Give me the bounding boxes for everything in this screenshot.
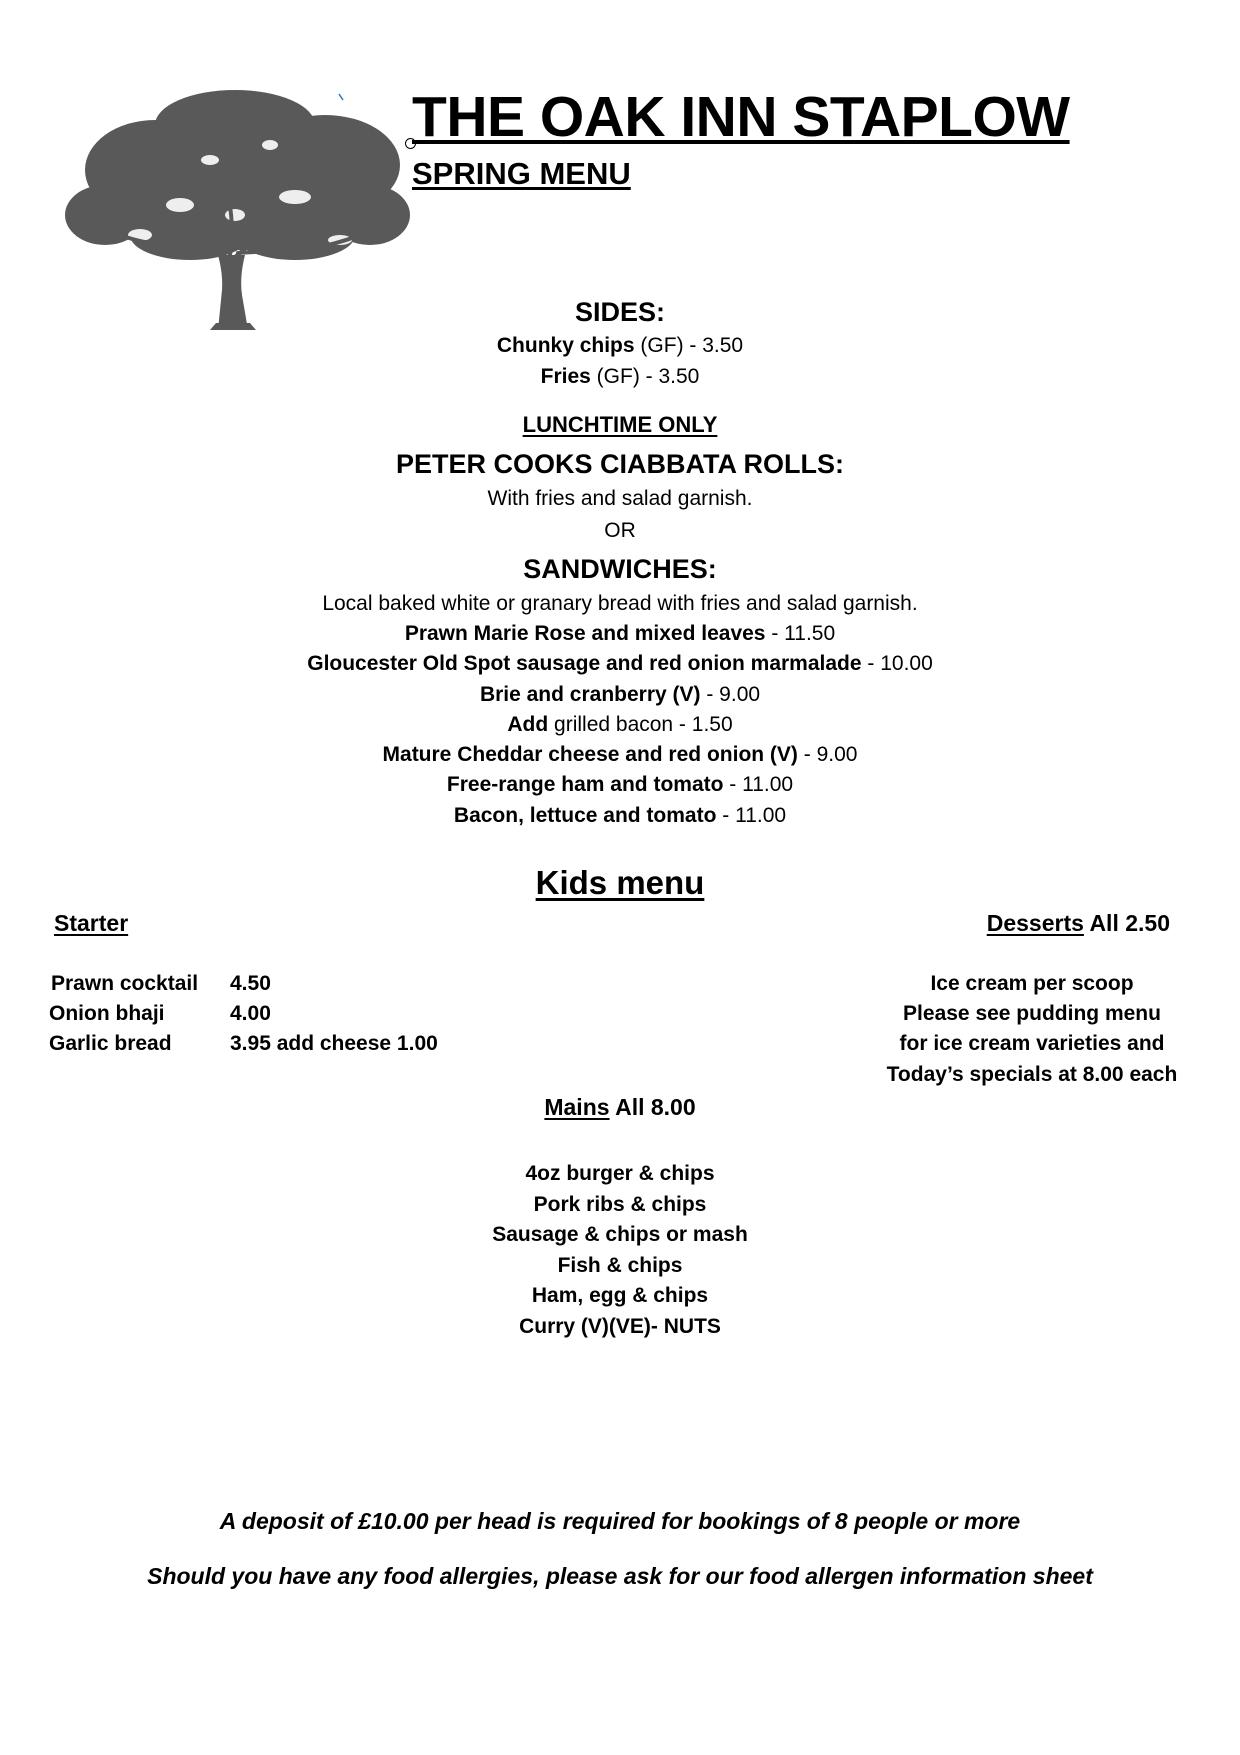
allergy-note: Should you have any food allergies, please ask for our food allergen information sheet — [147, 1563, 1093, 1589]
item-name: Fries — [540, 365, 591, 388]
starter-item-price: 4.50 — [230, 972, 271, 995]
mains-item: Fish & chips — [557, 1254, 683, 1277]
item-name: Free-range ham and tomato — [446, 773, 724, 796]
starter-item-price: 4.00 — [230, 1002, 271, 1025]
mains-price-note: All 8.00 — [609, 1094, 696, 1120]
sandwich-item — [0, 743, 1240, 767]
item-name: Gloucester Old Spot sausage and red onion marmalade — [307, 652, 862, 675]
mains-item: 4oz burger & chips — [525, 1162, 715, 1185]
restaurant-title: THE OAK INN STAPLOW — [412, 85, 1070, 149]
starter-item-name: Prawn cocktail — [51, 972, 199, 995]
item-detail: (GF) - 3.50 — [590, 365, 700, 388]
item-detail: - 10.00 — [861, 652, 933, 675]
item-name: Brie and cranberry (V) — [479, 683, 701, 706]
stray-mark-icon — [338, 93, 344, 101]
starter-heading — [54, 910, 128, 937]
item-detail: - 11.50 — [765, 622, 836, 645]
menu-subtitle: SPRING MENU — [412, 156, 631, 191]
sandwich-item — [0, 652, 1240, 676]
sides-item — [0, 365, 1240, 389]
item-name: Add — [507, 713, 549, 736]
item-detail: - 11.00 — [723, 773, 794, 796]
title-circle-mark-icon — [405, 138, 416, 149]
mains-heading — [0, 1094, 1240, 1121]
starter-item-name: Onion bhaji — [49, 1002, 165, 1025]
sandwich-item — [0, 804, 1240, 828]
rolls-description: With fries and salad garnish. — [487, 487, 753, 510]
sandwich-item — [0, 683, 1240, 707]
sandwich-item — [0, 622, 1240, 646]
dessert-line: Today’s specials at 8.00 each — [886, 1063, 1178, 1086]
dessert-line: Please see pudding menu — [903, 1002, 1161, 1025]
dessert-line: for ice cream varieties and — [899, 1032, 1165, 1055]
item-detail: (GF) - 3.50 — [634, 334, 744, 357]
item-detail: - 9.00 — [700, 683, 761, 706]
mains-heading-label: Mains — [544, 1094, 610, 1120]
item-detail: grilled bacon - 1.50 — [548, 713, 733, 736]
mains-item: Sausage & chips or mash — [492, 1223, 748, 1246]
starter-heading-label: Starter — [54, 910, 129, 936]
sides-item — [0, 334, 1240, 358]
kids-menu-heading: Kids menu — [535, 864, 705, 901]
desserts-heading-label: Desserts — [986, 910, 1084, 936]
sandwiches-heading: SANDWICHES: — [523, 554, 717, 584]
starter-item-price: 3.95 add cheese 1.00 — [230, 1032, 438, 1055]
mains-item: Ham, egg & chips — [531, 1284, 709, 1307]
or-separator: OR — [604, 519, 636, 542]
item-name: Bacon, lettuce and tomato — [453, 804, 717, 827]
mains-item: Curry (V)(VE)- NUTS — [519, 1315, 721, 1338]
item-name: Prawn Marie Rose and mixed leaves — [404, 622, 766, 645]
sandwich-item — [0, 713, 1240, 737]
deposit-note: A deposit of £10.00 per head is required for bookings of 8 people or more — [219, 1508, 1021, 1534]
item-detail: - 9.00 — [797, 743, 858, 766]
lunchtime-label: LUNCHTIME ONLY — [522, 412, 718, 437]
oak-tree-icon — [60, 85, 415, 330]
sides-heading: SIDES: — [574, 297, 666, 327]
dessert-line: Ice cream per scoop — [930, 972, 1134, 995]
item-detail: - 11.00 — [716, 804, 787, 827]
desserts-heading — [987, 910, 1170, 937]
item-name: Chunky chips — [496, 334, 635, 357]
rolls-heading: PETER COOKS CIABBATA ROLLS: — [396, 449, 844, 479]
sandwiches-description: Local baked white or granary bread with fries and salad garnish. — [322, 592, 918, 615]
sandwich-item — [0, 773, 1240, 797]
desserts-price-note: All 2.50 — [1083, 910, 1170, 936]
mains-item: Pork ribs & chips — [533, 1193, 707, 1216]
item-name: Mature Cheddar cheese and red onion (V) — [382, 743, 798, 766]
starter-item-name: Garlic bread — [49, 1032, 172, 1055]
